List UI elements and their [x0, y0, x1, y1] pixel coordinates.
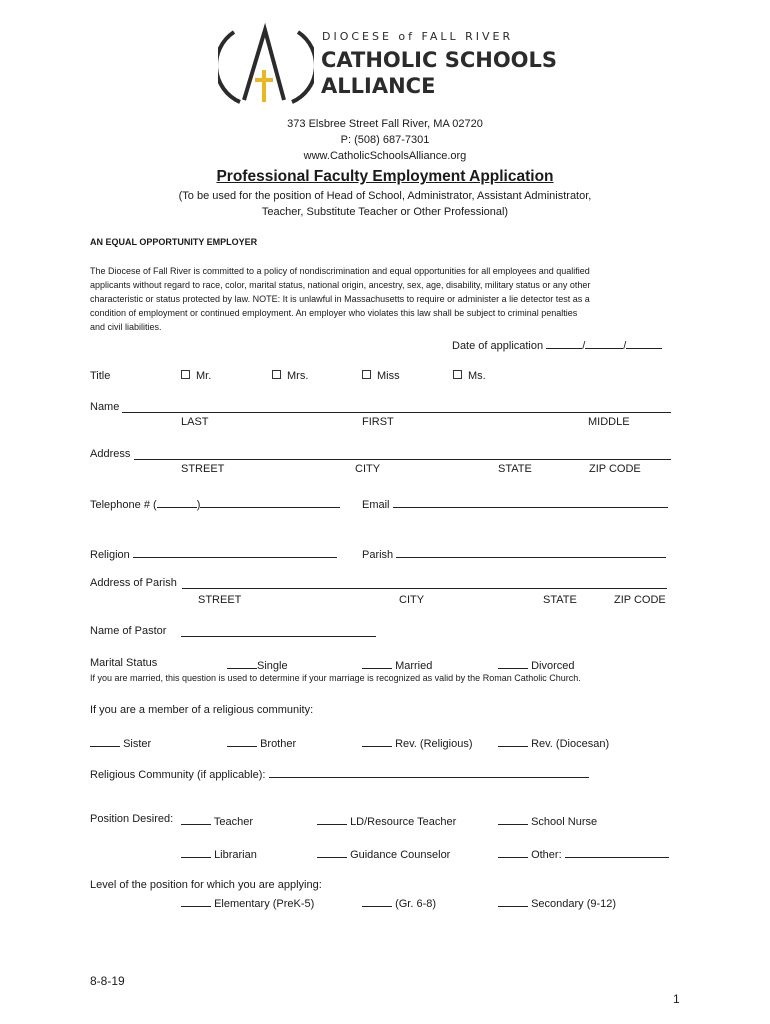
date-field-month[interactable] [546, 337, 582, 349]
title-option-label: Miss [377, 370, 400, 382]
checkbox-icon [453, 370, 462, 379]
position-blank[interactable] [498, 846, 528, 858]
community-row [90, 766, 589, 781]
parish-address-part-city: CITY [399, 594, 425, 606]
position-option-label: School Nurse [531, 816, 598, 828]
eeo-line-3: characteristic or status protected by law. NOTE: It is unlawful in Massachusetts to require or administer a lie detector test as a [90, 294, 590, 304]
marital-blank[interactable] [227, 657, 257, 669]
position-blank[interactable] [317, 813, 347, 825]
position-option-school-nurse[interactable] [498, 813, 597, 828]
title-option-ms[interactable] [453, 370, 486, 382]
subtitle-line-2: Teacher, Substitute Teacher or Other Professional) [261, 206, 509, 218]
level-option-secondary[interactable] [498, 895, 616, 910]
name-part-last: LAST [181, 416, 209, 428]
checkbox-icon [272, 370, 281, 379]
parish-address-label: Address of Parish [90, 577, 177, 589]
logo [218, 22, 558, 108]
level-blank[interactable] [362, 895, 392, 907]
level-option-label: Elementary (PreK-5) [214, 898, 315, 910]
religious-blank[interactable] [90, 735, 120, 747]
logo-org-line2: ALLIANCE [321, 74, 436, 98]
logo-org-line1: CATHOLIC SCHOOLS [321, 48, 558, 72]
marital-option-married[interactable] [362, 657, 432, 672]
email-row [362, 496, 668, 511]
level-option-label: (Gr. 6-8) [395, 898, 437, 910]
logo-org-top: DIOCESE of FALL RIVER [322, 30, 514, 43]
org-phone: P: (508) 687-7301 [340, 134, 430, 146]
position-option-label: Guidance Counselor [350, 849, 451, 861]
email-label: Email [362, 499, 390, 511]
community-field[interactable] [269, 766, 589, 778]
footer-date: 8-8-19 [90, 974, 125, 988]
religious-option-label: Rev. (Religious) [395, 738, 473, 750]
marital-option-label: Single [257, 660, 288, 672]
date-field-year[interactable] [626, 337, 662, 349]
religious-option-sister[interactable] [90, 735, 151, 750]
position-option-teacher[interactable] [181, 813, 253, 828]
position-option-guidance[interactable] [317, 846, 450, 861]
religion-field[interactable] [133, 546, 337, 558]
religious-option-rev-diocesan[interactable] [498, 735, 609, 750]
religious-blank[interactable] [362, 735, 392, 747]
address-part-city: CITY [355, 463, 381, 475]
marital-option-single[interactable] [227, 657, 288, 672]
position-blank[interactable] [498, 813, 528, 825]
position-blank[interactable] [317, 846, 347, 858]
eeo-line-2: applicants without regard to race, color, marital status, national origin, ancestry, sex, age, disability, military status or any other [90, 280, 591, 290]
religion-row [90, 546, 337, 561]
address-part-street: STREET [181, 463, 225, 475]
position-label: Position Desired: [90, 813, 174, 825]
checkbox-icon [181, 370, 190, 379]
level-label: Level of the position for which you are applying: [90, 879, 322, 891]
level-option-elementary[interactable] [181, 895, 314, 910]
religious-option-brother[interactable] [227, 735, 296, 750]
org-address: 373 Elsbree Street Fall River, MA 02720 [287, 118, 483, 130]
marital-label: Marital Status [90, 657, 158, 669]
level-blank[interactable] [181, 895, 211, 907]
position-option-label: Librarian [214, 849, 257, 861]
religious-option-rev-religious[interactable] [362, 735, 473, 750]
address-part-zip: ZIP CODE [589, 463, 641, 475]
title-option-miss[interactable] [362, 370, 400, 382]
telephone-area-code-field[interactable] [157, 496, 197, 508]
position-option-other[interactable] [498, 846, 669, 861]
telephone-label: Telephone # [90, 499, 150, 511]
date-field-day[interactable] [585, 337, 623, 349]
position-blank[interactable] [181, 813, 211, 825]
address-label: Address [90, 448, 131, 460]
telephone-number-field[interactable] [200, 496, 340, 508]
marital-blank[interactable] [498, 657, 528, 669]
telephone-row: Telephone # ( ) [90, 496, 340, 511]
address-part-state: STATE [498, 463, 532, 475]
subtitle-line-1: (To be used for the position of Head of School, Administrator, Assistant Administrator, [178, 190, 592, 202]
title-option-label: Mrs. [287, 370, 309, 382]
date-label: Date of application [452, 340, 544, 352]
position-option-label: LD/Resource Teacher [350, 816, 457, 828]
level-option-middle[interactable] [362, 895, 436, 910]
position-blank[interactable] [181, 846, 211, 858]
pastor-field[interactable] [181, 636, 376, 637]
level-blank[interactable] [498, 895, 528, 907]
position-option-librarian[interactable] [181, 846, 257, 861]
position-option-label: Other: [531, 849, 562, 861]
checkbox-icon [362, 370, 371, 379]
name-part-middle: MIDDLE [588, 416, 630, 428]
eeo-line-1: The Diocese of Fall River is committed to a policy of nondiscrimination and equal opportunities for all employees and qualified [90, 266, 590, 276]
name-part-first: FIRST [362, 416, 394, 428]
title-option-mrs[interactable] [272, 370, 308, 382]
name-label: Name [90, 401, 120, 413]
religious-blank[interactable] [227, 735, 257, 747]
marital-option-label: Married [395, 660, 433, 672]
religion-label: Religion [90, 549, 130, 561]
parish-address-field[interactable] [182, 588, 667, 589]
parish-address-part-state: STATE [543, 594, 577, 606]
org-website: www.CatholicSchoolsAlliance.org [303, 150, 467, 162]
parish-label: Parish [362, 549, 394, 561]
position-option-label: Teacher [213, 816, 253, 828]
page-number: 1 [673, 992, 680, 1006]
name-field[interactable] [122, 412, 671, 413]
parish-address-part-zip: ZIP CODE [614, 594, 666, 606]
title-option-mr[interactable] [181, 370, 211, 382]
parish-row [362, 546, 666, 561]
marital-option-divorced[interactable] [498, 657, 574, 672]
title-label: Title [90, 370, 111, 382]
eeo-heading: AN EQUAL OPPORTUNITY EMPLOYER [90, 237, 258, 247]
title-option-label: Mr. [196, 370, 212, 382]
marital-blank[interactable] [362, 657, 392, 669]
religious-option-label: Rev. (Diocesan) [531, 738, 610, 750]
parish-address-part-street: STREET [198, 594, 242, 606]
pastor-label: Name of Pastor [90, 625, 167, 637]
logo-emblem-icon [218, 22, 314, 108]
religious-question: If you are a member of a religious community: [90, 704, 314, 716]
parish-field[interactable] [396, 546, 666, 558]
title-option-label: Ms. [468, 370, 486, 382]
page-title: Professional Faculty Employment Application [216, 168, 554, 185]
religious-option-label: Brother [260, 738, 297, 750]
eeo-line-4: condition of employment or continued employment. An employer who violates this law shall be subject to criminal penalties [90, 308, 578, 318]
eeo-line-5: and civil liabilities. [90, 322, 162, 332]
position-option-ld-resource[interactable] [317, 813, 456, 828]
position-other-field[interactable] [565, 846, 669, 858]
marital-note: If you are married, this question is used to determine if your marriage is recognized as valid by the Roman Catholic Church. [90, 673, 581, 683]
email-field[interactable] [393, 496, 668, 508]
date-of-application-row: Date of application / / [452, 337, 662, 352]
marital-option-label: Divorced [531, 660, 575, 672]
community-label: Religious Community (if applicable): [90, 769, 266, 781]
level-option-label: Secondary (9-12) [531, 898, 617, 910]
religious-option-label: Sister [123, 738, 152, 750]
address-field[interactable] [134, 459, 671, 460]
religious-blank[interactable] [498, 735, 528, 747]
